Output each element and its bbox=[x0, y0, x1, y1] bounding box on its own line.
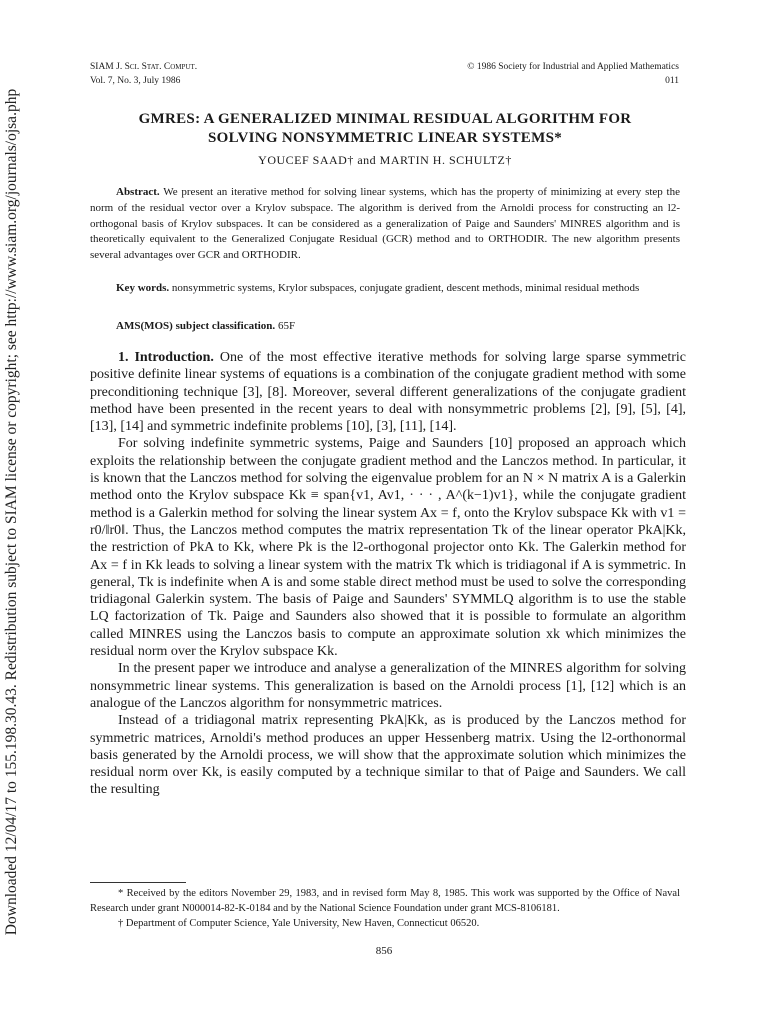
download-notice-text: Downloaded 12/04/17 to 155.198.30.43. Redistribution subject to SIAM license or copyright; see http://www.siam.org/journals/ojsa.php bbox=[3, 88, 20, 936]
journal-header bbox=[90, 60, 197, 88]
title-line-2: SOLVING NONSYMMETRIC LINEAR SYSTEMS* bbox=[207, 130, 563, 146]
keywords-text: nonsymmetric systems, Krylor subspaces, conjugate gradient, descent methods, minimal residual methods bbox=[171, 282, 640, 294]
copyright-header bbox=[467, 60, 679, 88]
paragraph: For solving indefinite symmetric systems, Paige and Saunders [10] proposed an approach which exploits the relationship between the conjugate gradient method and the Lanczos method. In particular, it is known that the Lanczos method for solving the eigenvalue problem for an N × N matrix A is a Galerkin method onto the Krylov subspace Kk ≡ span{v1, Av1, · · · , A^(k−1)v1}, while the conjugate gradient method is a Galerkin method for solving the linear system Ax = f, onto the Krylov subspace Kk with v1 = r0/‖r0‖. Thus, the Lanczos method computes the matrix representation Tk of the linear operator PkA|Kk, the restriction of PkA to Kk, where Pk is the l2-orthogonal projector onto Kk. The Galerkin method for Ax = f in Kk leads to solving a linear system with the matrix Tk which is tridiagonal if A is symmetric. In general, Tk is indefinite when A is and some stable direct method must be used to solve the corresponding tridiagonal Galerkin system. The basis of Paige and Saunders' SYMMLQ algorithm is to use the stable LQ factorization of Tk. Paige and Saunders also showed that it is possible to formulate an algorithm called MINRES using the Lanczos basis to compute an approximate solution xk which minimizes the residual norm over the Krylov subspace Kk. bbox=[90, 436, 686, 660]
authors: YOUCEF SAAD† and MARTIN H. SCHULTZ† bbox=[258, 153, 512, 167]
abstract bbox=[90, 185, 680, 264]
paragraph: 1. Introduction. One of the most effective iterative methods for solving large sparse symmetric positive definite linear systems of equations is a combination of the conjugate gradient method with some preconditioning technique [3], [8]. Moreover, several different generalizations of the conjugate gradient method have been presented in the recent years to deal with nonsymmetric problems [2], [9], [5], [4], [13], [14] and symmetric indefinite problems [10], [3], [11], [14]. bbox=[90, 350, 686, 435]
footnotes bbox=[90, 886, 680, 931]
keywords-label: Key words. bbox=[116, 282, 170, 294]
paragraph: Instead of a tridiagonal matrix representing PkA|Kk, as is produced by the Lanczos method for symmetric matrices, Arnoldi's method produces an upper Hessenberg matrix. Using the l2-orthonormal basis generated by the Arnoldi process, we will show that the approximate solution which minimizes the residual norm over Kk, is easily computed by a technique similar to that of Paige and Saunders. We call the resulting bbox=[90, 713, 686, 798]
journal-volume: Vol. 7, No. 3, July 1986 bbox=[90, 76, 181, 86]
journal-name: SIAM J. Sci. Stat. Comput. bbox=[90, 62, 198, 72]
article-code: 011 bbox=[665, 76, 679, 86]
title-line-1: GMRES: A GENERALIZED MINIMAL RESIDUAL ALGORITHM FOR bbox=[138, 111, 632, 127]
footnote-rule bbox=[90, 882, 186, 883]
page-number: 856 bbox=[375, 945, 393, 957]
keywords bbox=[90, 281, 680, 297]
footnote: † Department of Computer Science, Yale University, New Haven, Connecticut 06520. bbox=[118, 918, 480, 929]
footnote: * Received by the editors November 29, 1983, and in revised form May 8, 1985. This work was supported by the Office of Naval Research under grant N000014-82-K-0184 and by the National Science Foundation under grant MCS-8106181. bbox=[90, 888, 680, 914]
ams-classification bbox=[90, 319, 680, 335]
download-notice bbox=[0, 0, 24, 1024]
ams-label: AMS(MOS) subject classification. bbox=[116, 320, 276, 332]
paper-title bbox=[90, 110, 680, 148]
section-heading: 1. Introduction. bbox=[118, 350, 214, 365]
abstract-text: We present an iterative method for solving linear systems, which has the property of minimizing at every step the norm of the residual vector over a Krylov subspace. The algorithm is derived from the Arnoldi process for constructing an l2-orthogonal basis of Krylov subspaces. It can be considered as a generalization of Paige and Saunders' MINRES algorithm and is theoretically equivalent to the Generalized Conjugate Residual (GCR) method and to ORTHODIR. The new algorithm presents several advantages over GCR and ORTHODIR. bbox=[90, 186, 680, 262]
abstract-label: Abstract. bbox=[116, 186, 160, 198]
body-text bbox=[90, 349, 686, 799]
ams-text: 65F bbox=[277, 320, 296, 332]
paragraph: In the present paper we introduce and analyse a generalization of the MINRES algorithm for solving nonsymmetric linear systems. This generalization is based on the Arnoldi process [1], [12] which is an analogue of the Lanczos algorithm for nonsymmetric matrices. bbox=[90, 661, 686, 711]
copyright-notice: © 1986 Society for Industrial and Applied Mathematics bbox=[467, 62, 679, 72]
